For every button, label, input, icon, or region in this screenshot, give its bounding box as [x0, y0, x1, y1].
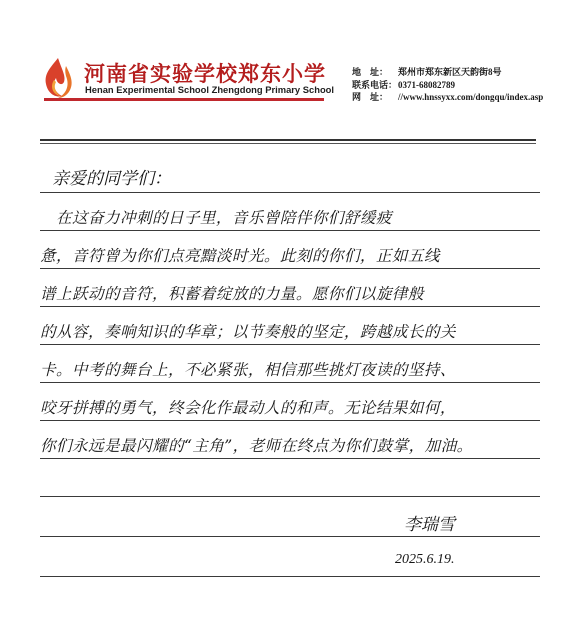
ruled-line	[40, 382, 540, 383]
contact-block	[352, 66, 543, 104]
ruled-line	[40, 268, 540, 269]
letter-line: 你们永远是最闪耀的“主角”，老师在终点为你们鼓掌，加油。	[40, 437, 473, 455]
contact-address	[352, 66, 543, 79]
ruled-line	[40, 192, 540, 193]
contact-website-value: //www.hnssyxx.com/dongqu/index.asp	[398, 92, 544, 102]
letter-signature: 李瑞雪	[404, 515, 455, 535]
letter-line: 惫，音符曾为你们点亮黯淡时光。此刻的你们，正如五线	[40, 247, 440, 265]
letter-date: 2025.6.19.	[395, 552, 455, 567]
contact-address-value: 郑州市郑东新区天韵街8号	[398, 67, 502, 77]
contact-phone	[352, 79, 543, 92]
school-name-cn: 河南省实验学校郑东小学	[84, 61, 326, 86]
letter-line: 卡。中考的舞台上，不必紧张，相信那些挑灯夜读的坚持、	[40, 361, 456, 379]
ruled-line	[40, 458, 540, 459]
ruled-line	[40, 230, 540, 231]
school-name-en: Henan Experimental School Zhengdong Primary School	[85, 84, 335, 95]
letter-line: 的从容，奏响知识的华章；以节奏般的坚定，跨越成长的关	[40, 323, 456, 341]
ruled-line	[40, 420, 540, 421]
letterhead	[0, 0, 576, 135]
letter-line: 在这奋力冲刺的日子里，音乐曾陪伴你们舒缓疲	[40, 209, 392, 227]
letter-line: 谱上跃动的音符，积蓄着绽放的力量。愿你们以旋律般	[40, 285, 424, 303]
contact-website	[352, 91, 543, 104]
letter-salutation: 亲爱的同学们：	[52, 169, 171, 189]
ruled-line	[40, 576, 540, 577]
ruled-line	[40, 496, 540, 497]
contact-phone-label: 联系电话：	[352, 79, 398, 90]
school-logo-flame-icon	[40, 56, 76, 100]
letterhead-red-divider	[44, 98, 324, 101]
letter-line: 咬牙拼搏的勇气，终会化作最动人的和声。无论结果如何，	[40, 399, 456, 417]
ruled-line	[40, 306, 540, 307]
ruled-line	[40, 536, 540, 537]
contact-address-label: 地 址：	[352, 67, 389, 77]
contact-website-label: 网 址：	[352, 92, 389, 102]
contact-phone-value: 0371-68082789	[398, 79, 455, 90]
header-divider-thick	[40, 139, 536, 141]
header-divider-thin	[40, 143, 536, 144]
ruled-line	[40, 344, 540, 345]
